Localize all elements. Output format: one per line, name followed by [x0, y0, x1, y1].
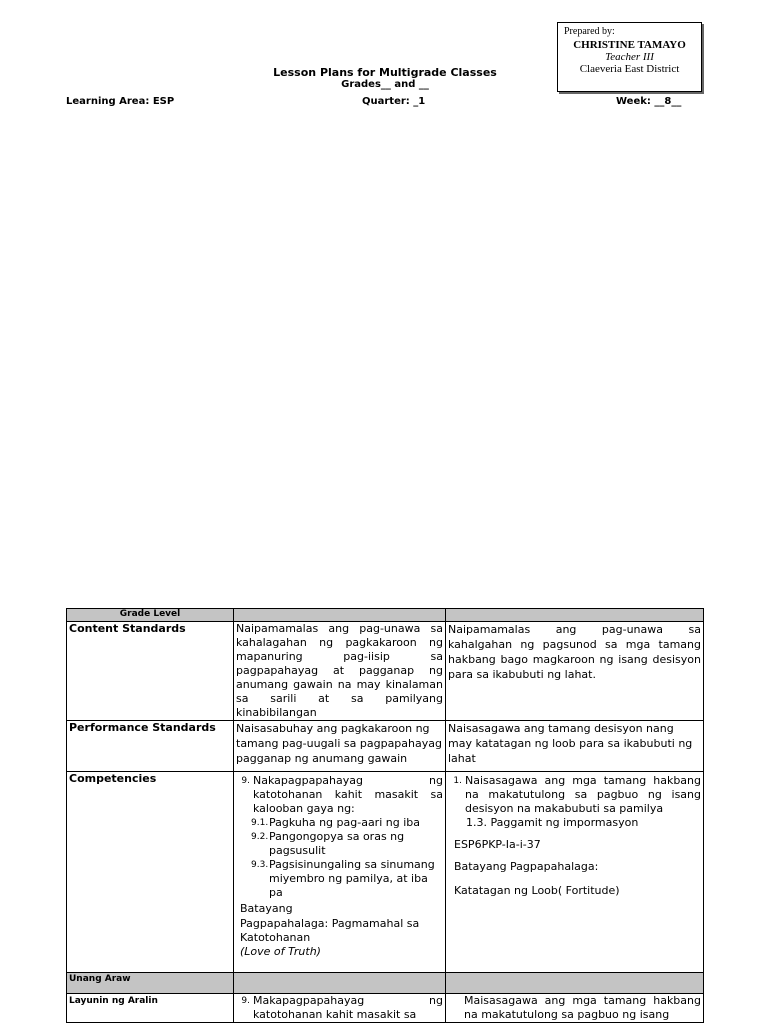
competencies-row: [67, 772, 704, 973]
competency-main-item: [448, 774, 701, 816]
competency-sub-item: [236, 830, 443, 858]
layunin-b: [446, 994, 704, 1023]
content-standards-a: Naipamamalas ang pag-unawa sa kahalagahan ng pagkakaroon ng mapanuring pag-iisip sa pagpapahayag at pagganap ng anumang gawain na may kinalaman sa sarili at sa pamilyang kinabibilangan: [234, 622, 446, 721]
unang-araw-row: [67, 973, 704, 994]
document-subtitle: Grades__ and __: [341, 79, 429, 90]
learning-area: Learning Area: ESP: [66, 96, 175, 107]
sub-text: Pangongopya sa oras ng pagsusulit: [269, 830, 405, 857]
competency-number: 9.: [241, 776, 250, 786]
content-standards-label: Content Standards: [67, 622, 234, 721]
document-title: Lesson Plans for Multigrade Classes: [273, 66, 497, 79]
competency-main-item: [236, 774, 443, 816]
content-standards-row: [67, 622, 704, 721]
competencies-b: [446, 772, 704, 973]
grade-level-row: [67, 609, 704, 622]
values-line-1: Batayang Pagpapahalaga:: [454, 860, 599, 873]
values-line-1: Batayang: [240, 902, 293, 915]
layunin-a: [234, 994, 446, 1023]
sub-text: Pagkuha ng pag-aari ng iba: [269, 816, 420, 829]
layunin-b-text: Maisasagawa ang mga tamang hakbang na makatutulong sa pagbuo ng isang: [464, 994, 701, 1021]
competency-code: ESP6PKP-Ia-i-37: [454, 838, 541, 851]
week: Week: __8__: [616, 96, 682, 107]
layunin-label: Layunin ng Aralin: [67, 994, 234, 1023]
competency-main-text: Nakapagpapahayag ng katotohanan kahit masakit sa kalooban gaya ng:: [253, 774, 443, 815]
competencies-a: [234, 772, 446, 973]
teacher-name: CHRISTINE TAMAYO: [573, 39, 686, 51]
performance-standards-a: Naisasabuhay ang pagkakaroon ng tamang pag-uugali sa pagpapahayag pagganap ng anumang gawain: [234, 721, 446, 772]
prepared-by-box: [557, 22, 702, 92]
layunin-number: 9.: [241, 996, 250, 1006]
quarter: Quarter: _1: [362, 96, 426, 107]
grade-a-header: [234, 609, 446, 622]
competency-sub-text: 1.3. Paggamit ng impormasyon: [466, 816, 639, 829]
performance-standards-b: Naisasagawa ang tamang desisyon nang may katatagan ng loob para sa ikabubuti ng lahat: [446, 721, 704, 772]
unang-araw-b: [446, 973, 704, 994]
competency-sub-item: [236, 858, 443, 900]
unang-araw-label: Unang Araw: [67, 973, 234, 994]
teacher-district: Claeveria East District: [579, 63, 680, 75]
content-standards-b: Naipamamalas ang pag-unawa sa kahalgahan ng pagsunod sa mga tamang hakbang bago magkaroon ng isang desisyon para sa ikabubuti ng lahat.: [446, 622, 704, 721]
competencies-label: Competencies: [67, 772, 234, 973]
layunin-item: [236, 994, 443, 1022]
lesson-plan-table: [66, 608, 704, 1023]
sub-number: 9.1.: [251, 818, 269, 828]
values-line-3: (Love of Truth): [240, 945, 321, 958]
prepared-by-label: Prepared by:: [564, 26, 615, 37]
performance-standards-label: Performance Standards: [67, 721, 234, 772]
competency-number: 1.: [453, 776, 462, 786]
grade-b-header: [446, 609, 704, 622]
values-line-2: Katatagan ng Loob( Fortitude): [454, 884, 620, 897]
grade-level-label: Grade Level: [67, 609, 234, 622]
sub-number: 9.2.: [251, 832, 269, 842]
competency-main-text: Naisasagawa ang mga tamang hakbang na makatutulong sa pagbuo ng isang desisyon na makabubuti sa pamilya: [465, 774, 701, 815]
unang-araw-a: [234, 973, 446, 994]
sub-number: 9.3.: [251, 860, 269, 870]
performance-standards-row: [67, 721, 704, 772]
teacher-role: Teacher III: [605, 51, 654, 63]
values-line-2: Pagpapahalaga: Pagmamahal sa Katotohanan: [240, 917, 420, 944]
layunin-a-text: Makapagpapahayag ng katotohanan kahit masakit sa: [253, 994, 443, 1021]
layunin-row: [67, 994, 704, 1023]
competency-sub-item: [236, 816, 443, 830]
sub-text: Pagsisinungaling sa sinumang miyembro ng pamilya, at iba pa: [269, 858, 435, 899]
